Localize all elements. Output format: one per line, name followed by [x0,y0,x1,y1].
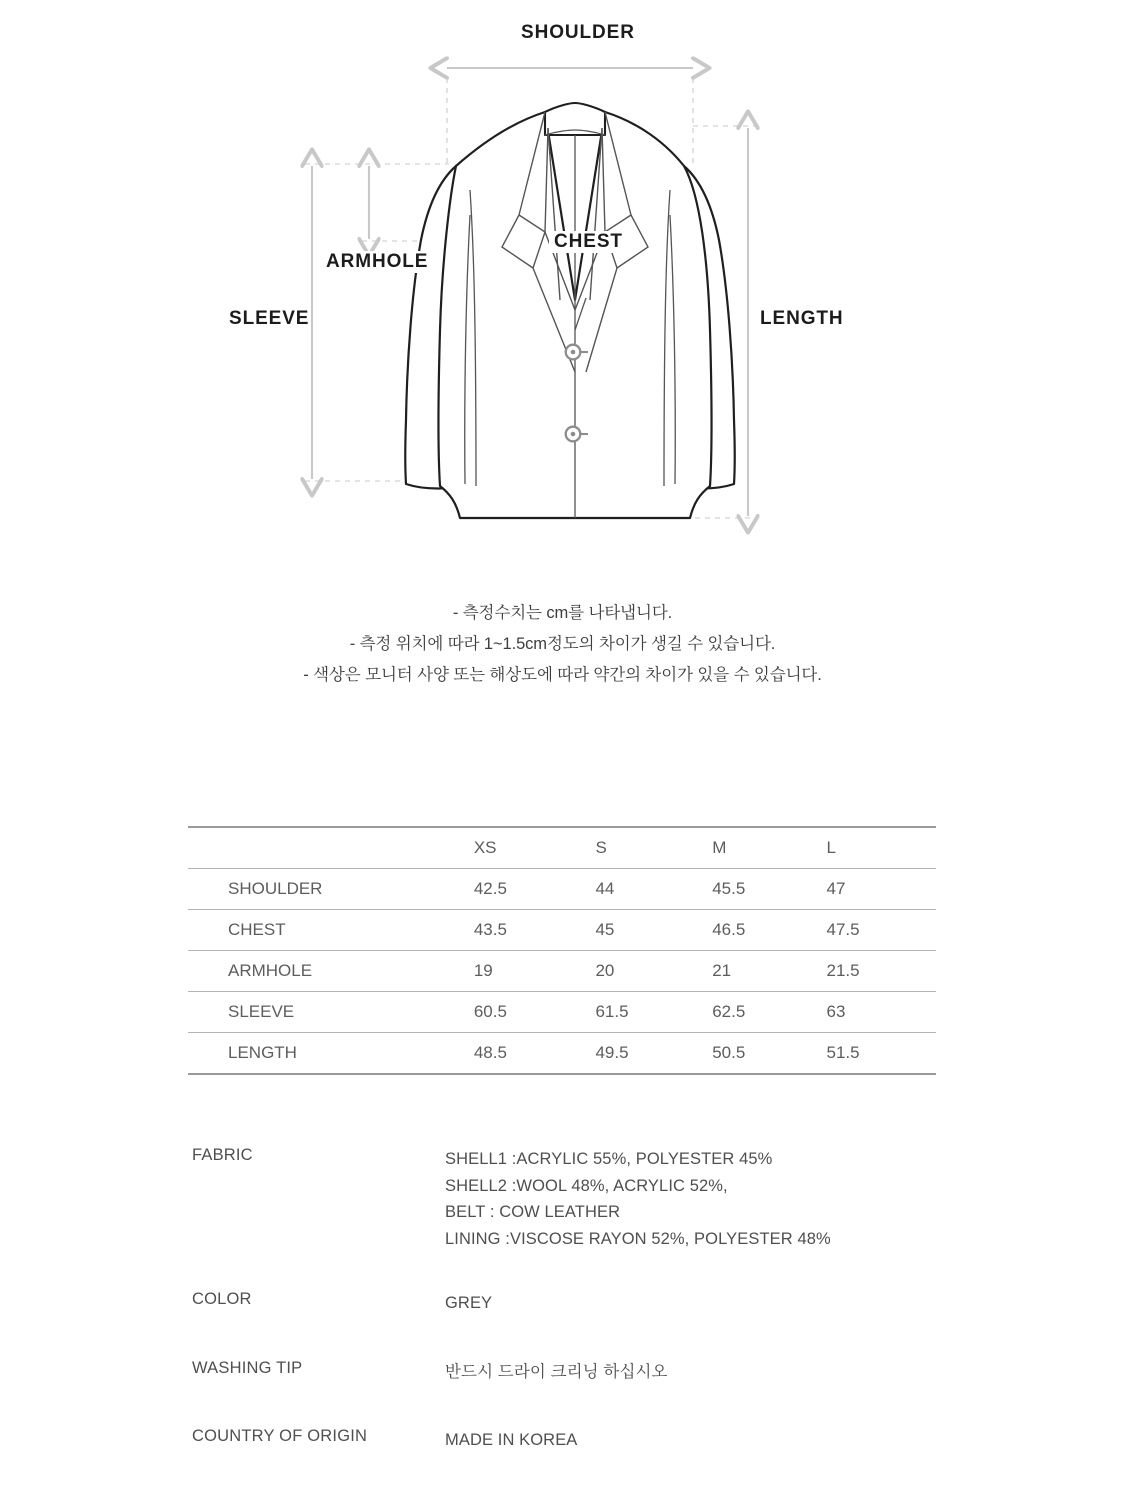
table-row [188,992,936,1033]
table-row [188,910,936,951]
cell-xs: 19 [473,961,493,980]
cell-l: 47.5 [826,920,860,939]
table-header-row [188,827,936,869]
row-label: SHOULDER [228,879,323,898]
row-label: ARMHOLE [228,961,313,980]
cell-xs: 43.5 [473,920,507,939]
header-l: L [826,838,836,857]
cell-s: 20 [595,961,615,980]
table-row [188,1033,936,1075]
detail-row-washing [192,1359,992,1386]
armhole-label: ARMHOLE [322,251,432,273]
cell-m: 46.5 [712,920,746,939]
color-label: COLOR [192,1290,252,1308]
color-value: GREY [445,1294,493,1312]
cell-m: 50.5 [712,1043,746,1062]
fabric-label: FABRIC [192,1146,253,1164]
cell-s: 61.5 [595,1002,629,1021]
cell-m: 21 [712,961,732,980]
cell-l: 21.5 [826,961,860,980]
jacket-technical-drawing [0,0,1125,570]
size-chart-table [188,826,936,1075]
country-of-origin-label: COUNTRY OF ORIGIN [192,1427,368,1445]
cell-s: 49.5 [595,1043,629,1062]
cell-xs: 60.5 [473,1002,507,1021]
cell-xs: 42.5 [473,879,507,898]
cell-s: 44 [595,879,615,898]
shoulder-label: SHOULDER [521,22,635,43]
washing-tip-label: WASHING TIP [192,1358,303,1377]
garment-diagram [0,0,1125,570]
cell-m: 45.5 [712,879,746,898]
cell-xs: 48.5 [473,1043,507,1062]
note-line: - 측정수치는 cm를 나타냅니다. [452,604,673,622]
note-line: - 측정 위치에 따라 1~1.5cm정도의 차이가 생길 수 있습니다. [349,635,776,653]
length-label: LENGTH [760,308,844,329]
cell-l: 63 [826,1002,846,1021]
header-m: M [712,838,727,857]
cell-l: 47 [826,879,846,898]
detail-row-color [192,1290,992,1317]
cell-s: 45 [595,920,615,939]
fabric-line: LINING :VISCOSE RAYON 52%, POLYESTER 48% [445,1229,831,1248]
detail-row-fabric [192,1146,992,1252]
fabric-line: BELT : COW LEATHER [445,1203,621,1221]
table-row [188,951,936,992]
header-s: S [595,838,607,857]
sleeve-label: SLEEVE [229,308,310,329]
washing-tip-value: 반드시 드라이 크리닝 하십시오 [445,1362,668,1381]
country-of-origin-value: MADE IN KOREA [445,1431,578,1449]
row-label: CHEST [228,920,286,939]
table-row [188,869,936,910]
detail-row-origin [192,1427,992,1454]
note-line: - 색상은 모니터 사양 또는 해상도에 따라 약간의 차이가 있을 수 있습니다. [303,666,822,684]
fabric-value [445,1146,992,1252]
fabric-line: SHELL1 :ACRYLIC 55%, POLYESTER 45% [445,1150,773,1168]
measurement-notes [0,598,1125,691]
fabric-line: SHELL2 :WOOL 48%, ACRYLIC 52%, [445,1176,728,1195]
row-label: LENGTH [228,1043,297,1062]
cell-l: 51.5 [826,1043,860,1062]
chest-label: CHEST [549,231,628,253]
product-details [192,1146,992,1464]
row-label: SLEEVE [228,1002,295,1021]
cell-m: 62.5 [712,1002,746,1021]
header-xs: XS [473,838,497,857]
jacket-outline [405,112,735,518]
header-blank [188,827,474,869]
